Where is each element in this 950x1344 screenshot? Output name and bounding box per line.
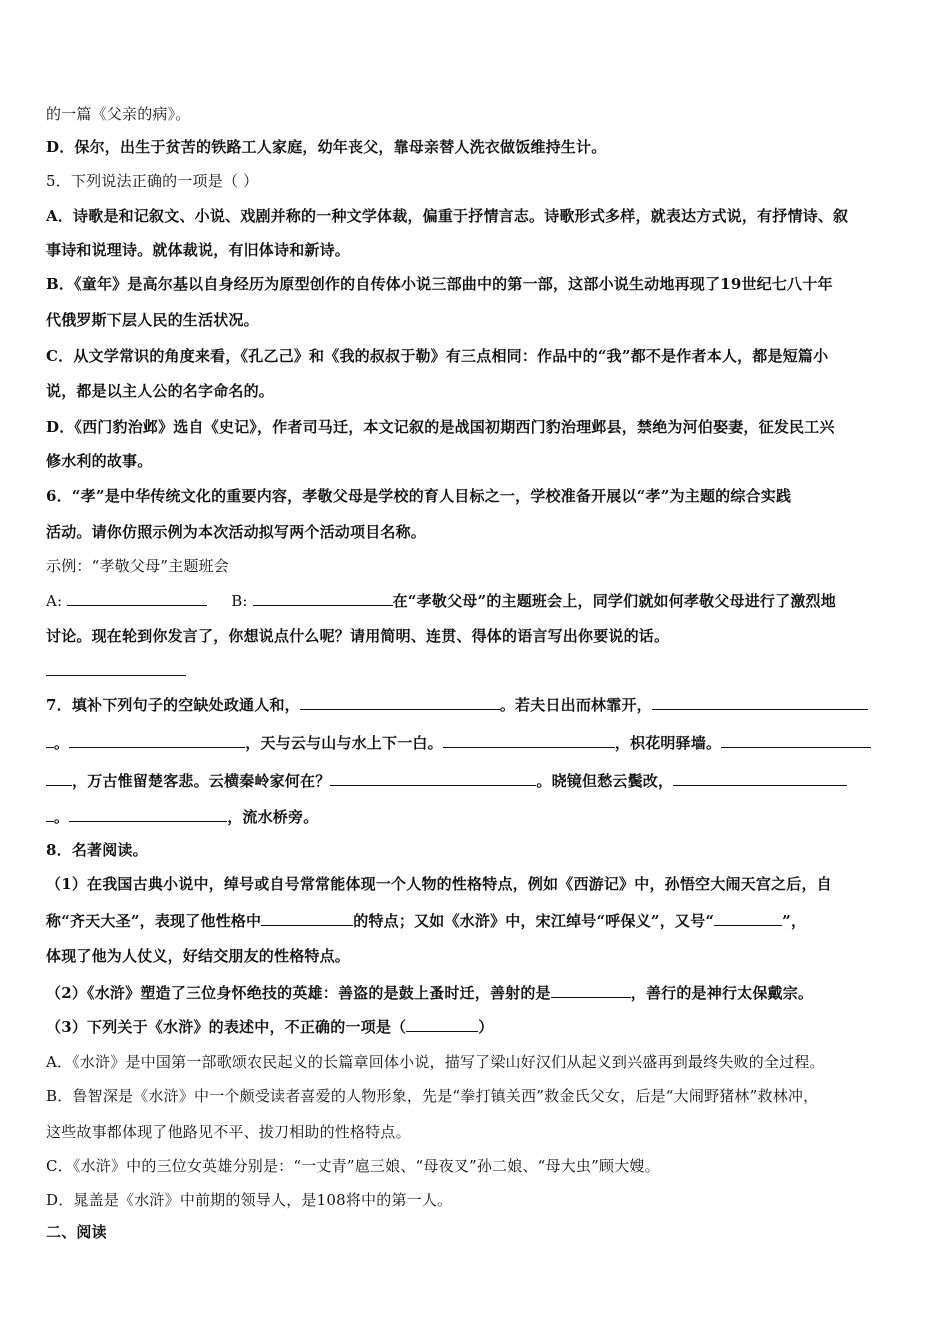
option-c-line: C．《水浒》中的三位女英雄分别是：“一丈青”扈三娘、“母夜叉”孙二娘、“母大虫”顾大嫂。	[46, 1157, 660, 1175]
section-heading: 二、阅读	[46, 1223, 107, 1241]
answer-blank-b[interactable]	[253, 590, 393, 606]
text-segment: ”，	[782, 912, 807, 930]
fill-blank[interactable]	[652, 694, 868, 710]
text-segment: 。若夫日出而林霏开，	[499, 696, 652, 714]
question-7-line-1	[46, 694, 868, 715]
text-line: 修水利的故事。	[46, 452, 153, 470]
question-8-line	[46, 910, 806, 931]
answer-blank-a[interactable]	[67, 590, 207, 606]
text-segment: ，天与云与山与水上下一白。	[245, 734, 443, 752]
text-segment: 。	[54, 734, 70, 752]
fill-blank[interactable]	[714, 910, 782, 926]
text-segment: ，善行的是神行太保戴宗。	[630, 984, 814, 1002]
option-b-line: B．鲁智深是《水浒》中一个颇受读者喜爱的人物形象，先是“拳打镇关西”救金氏父女，后是“大闹野猪林”救林冲，	[46, 1087, 819, 1105]
fill-blank[interactable]	[721, 732, 871, 748]
text-line: 说，都是以主人公的名字命名的。	[46, 382, 275, 400]
question-7-line-2	[46, 732, 871, 753]
option-b-line: B．《童年》是高尔基以自身经历为原型创作的自传体小说三部曲中的第一部，这部小说生动地再现了19世纪七八十年	[46, 275, 833, 293]
label-b: B:	[231, 592, 248, 610]
fill-blank[interactable]	[443, 732, 615, 748]
fill-blank[interactable]	[46, 806, 54, 822]
text-segment: 。	[54, 808, 70, 826]
text-segment: （3）下列关于《水浒》的表述中，不正确的一项是（	[46, 1018, 407, 1036]
fill-blank[interactable]	[330, 770, 536, 786]
option-d-line: D．保尔，出生于贫苦的铁路工人家庭，幼年丧父，靠母亲替人洗衣做饭维持生计。	[46, 138, 607, 156]
question-7-line-3	[46, 770, 847, 791]
text-line: 事诗和说理诗。就体裁说，有旧体诗和新诗。	[46, 241, 351, 259]
text-line: 讨论。现在轮到你发言了，你想说点什么呢？请用简明、连贯、得体的语言写出你要说的话。	[46, 627, 670, 645]
question-6-continuation: 在“孝敬父母”的主题班会上，同学们就如何孝敬父母进行了激烈地	[392, 592, 836, 610]
question-7-line-4	[46, 806, 318, 827]
answer-line-6	[46, 660, 186, 681]
fill-blank[interactable]	[46, 732, 54, 748]
text-segment: ，万古惟留楚客悲。云横秦岭家何在？	[72, 772, 331, 790]
option-d-line: D．《西门豹治邺》选自《史记》，作者司马迁，本文记叙的是战国初期西门豹治理邺县，禁绝为河伯娶妻，征发民工兴	[46, 418, 835, 436]
text-line: 这些故事都体现了他路见不平、拔刀相助的性格特点。	[46, 1123, 411, 1141]
text-segment: ，枳花明驿墙。	[614, 734, 722, 752]
question-8-3-line	[46, 1016, 493, 1037]
question-8-2-line	[46, 982, 813, 1003]
text-line: 体现了他为人仗义，好结交朋友的性格特点。	[46, 947, 351, 965]
answer-line-ab	[46, 590, 836, 611]
example-line: 示例：“孝敬父母”主题班会	[46, 557, 229, 575]
question-5-stem: 5．下列说法正确的一项是（ ）	[46, 172, 259, 190]
text-segment: 的特点；又如《水浒》中，宋江绰号“呼保义”，又号“	[353, 912, 715, 930]
fill-blank[interactable]	[69, 806, 227, 822]
fill-blank[interactable]	[261, 910, 353, 926]
text-segment: ）	[478, 1018, 494, 1036]
question-7-stem: 7．填补下列句子的空缺处政通人和，	[46, 696, 300, 714]
text-segment: 。晓镜但愁云鬓改，	[536, 772, 674, 790]
text-line: 活动。请你仿照示例为本次活动拟写两个活动项目名称。	[46, 523, 427, 541]
speech-answer-blank[interactable]	[46, 660, 186, 676]
text-line: 代俄罗斯下层人民的生活状况。	[46, 311, 259, 329]
option-a-line: A．《水浒》是中国第一部歌颂农民起义的长篇章回体小说，描写了梁山好汉们从起义到兴盛再到最终失败的全过程。	[46, 1053, 825, 1071]
text-line: 的一篇《父亲的病》。	[46, 105, 191, 123]
text-segment: （2）《水浒》塑造了三位身怀绝技的英雄：善盗的是鼓上蚤时迁，善射的是	[46, 984, 551, 1002]
question-8-stem: 8．名著阅读。	[46, 841, 148, 859]
fill-blank[interactable]	[300, 694, 500, 710]
fill-blank[interactable]	[46, 770, 72, 786]
option-a-line: A．诗歌是和记叙文、小说、戏剧并称的一种文学体裁，偏重于抒情言志。诗歌形式多样，就表达方式说，有抒情诗、叙	[46, 207, 849, 225]
fill-blank[interactable]	[551, 982, 631, 998]
label-a: A:	[46, 592, 63, 610]
fill-blank[interactable]	[673, 770, 847, 786]
fill-blank[interactable]	[69, 732, 245, 748]
text-segment: 称“齐天大圣”，表现了他性格中	[46, 912, 262, 930]
option-c-line: C．从文学常识的角度来看，《孔乙己》和《我的叔叔于勒》有三点相同：作品中的“我”都不是作者本人，都是短篇小	[46, 347, 829, 365]
option-d-line: D．晁盖是《水浒》中前期的领导人，是108将中的第一人。	[46, 1191, 453, 1209]
question-6-stem: 6．“孝”是中华传统文化的重要内容，孝敬父母是学校的育人目标之一，学校准备开展以“孝”为主题的综合实践	[46, 487, 792, 505]
text-segment: ，流水桥旁。	[227, 808, 319, 826]
fill-blank[interactable]	[406, 1016, 478, 1032]
text-line: （1）在我国古典小说中，绰号或自号常常能体现一个人物的性格特点，例如《西游记》中，孙悟空大闹天宫之后，自	[46, 875, 832, 893]
